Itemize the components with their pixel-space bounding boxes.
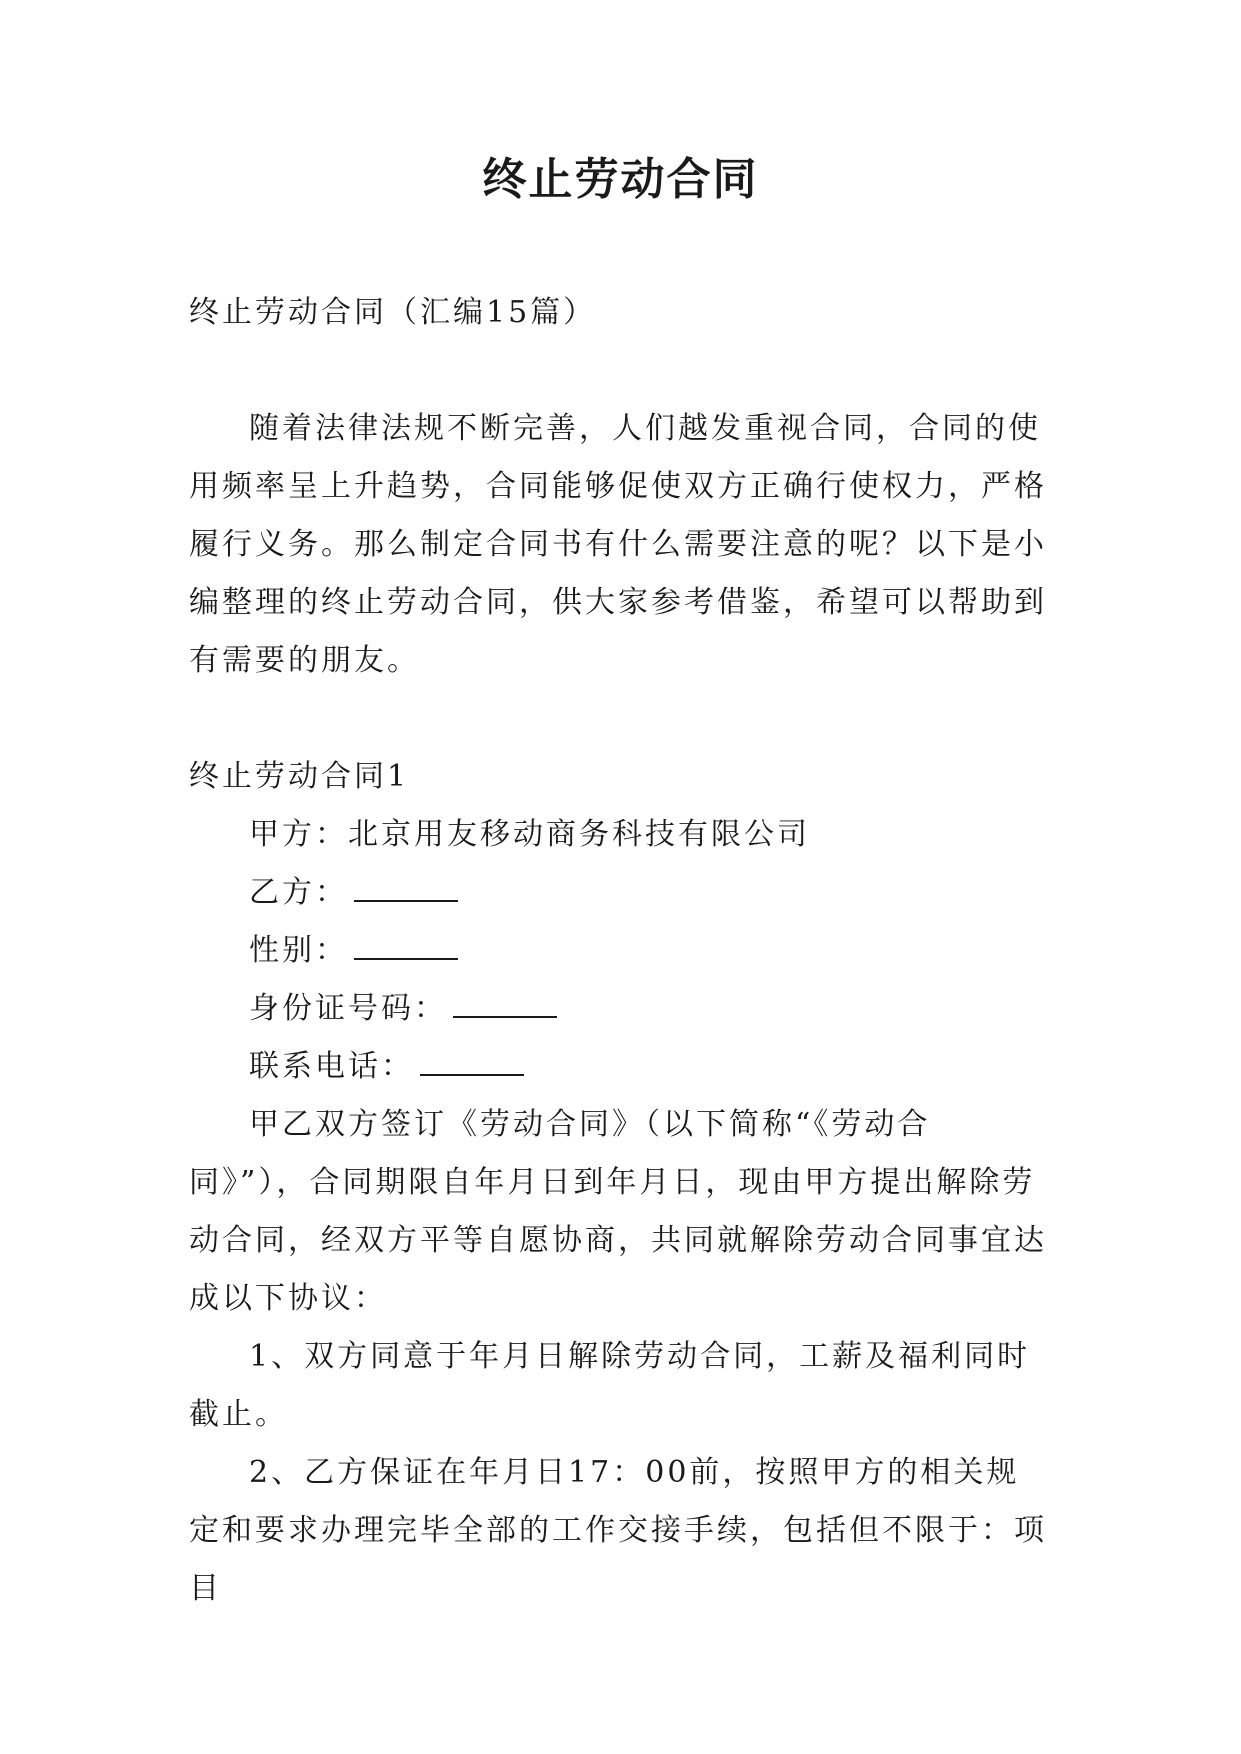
party-a-line: 甲方：北京用友移动商务科技有限公司: [249, 817, 810, 852]
document-body: [189, 284, 1049, 1618]
id-number-blank: [453, 986, 557, 1018]
agreement-intro-paragraph: 甲乙双方签订《劳动合同》（以下简称“《劳动合同》”），合同期限自年月日到年月日，现由甲方提出解除劳动合同，经双方平等自愿协商，共同就解除劳动合同事宜达成以下协议：: [189, 1107, 1047, 1316]
intro-paragraph: 随着法律法规不断完善，人们越发重视合同，合同的使用频率呈上升趋势，合同能够促使双方正确行使权力，严格履行义务。那么制定合同书有什么需要注意的呢？以下是小编整理的终止劳动合同，供大家参考借鉴，希望可以帮助到有需要的朋友。: [189, 411, 1047, 678]
phone-blank: [420, 1044, 524, 1076]
clause-2-paragraph: 2、乙方保证在年月日17：00前，按照甲方的相关规定和要求办理完毕全部的工作交接手续，包括但不限于：项目: [189, 1455, 1047, 1606]
document-subtitle: 终止劳动合同（汇编15篇）: [189, 295, 597, 330]
gender-blank: [354, 928, 458, 960]
page-title: 终止劳动合同: [482, 154, 759, 205]
id-number-line: [189, 980, 1049, 1038]
id-number-label: 身份证号码：: [249, 991, 447, 1026]
clause-1-paragraph: 1、双方同意于年月日解除劳动合同，工薪及福利同时截止。: [189, 1339, 1031, 1432]
party-b-line: [189, 864, 1049, 922]
gender-label: 性别：: [249, 933, 348, 968]
party-b-label: 乙方：: [249, 875, 348, 910]
gender-line: [189, 922, 1049, 980]
phone-line: [189, 1038, 1049, 1096]
party-b-blank: [354, 870, 458, 902]
phone-label: 联系电话：: [249, 1049, 414, 1084]
section-heading: 终止劳动合同1: [189, 759, 410, 794]
